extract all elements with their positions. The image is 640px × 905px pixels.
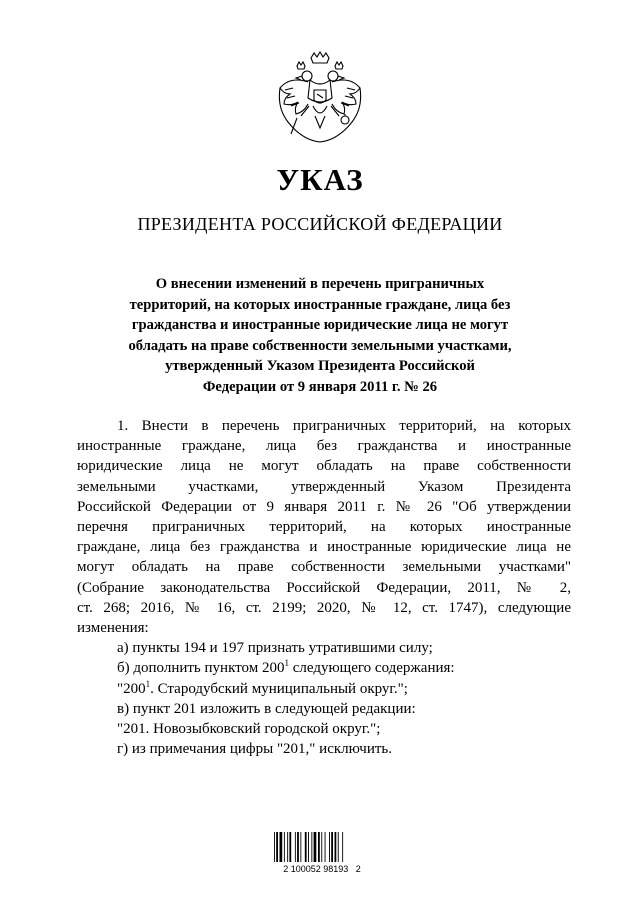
superscript: 1	[284, 658, 289, 669]
coat-of-arms-icon	[275, 50, 365, 145]
list-item-b-quote	[77, 679, 571, 699]
paragraph-line: ст. 268; 2016, № 16, ст. 2199; 2020, № 12, ст. 1747), следующие	[77, 599, 571, 616]
paragraph-line: юридические лица не могут обладать на праве собственности	[77, 458, 571, 475]
decree-heading	[70, 274, 570, 397]
barcode-number: 2 100052 98193 2	[283, 864, 361, 874]
list-item-g: г) из примечания цифры "201," исключить.	[117, 741, 392, 758]
document-subtitle: ПРЕЗИДЕНТА РОССИЙСКОЙ ФЕДЕРАЦИИ	[137, 214, 503, 234]
list-item-v-quote: "201. Новозыбковский городской округ.";	[117, 721, 381, 738]
paragraph-line: иностранные граждане, лица без гражданства и иностранные	[77, 438, 571, 455]
heading-line: обладать на праве собственности земельными участками,	[128, 337, 512, 354]
list-item-v: в) пункт 201 изложить в следующей редакции:	[117, 700, 416, 717]
heading-line: О внесении изменений в перечень приграничных	[155, 276, 485, 292]
heading-line: Федерации от 9 января 2011 г. № 26	[202, 378, 438, 395]
paragraph-line: изменения:	[77, 620, 149, 637]
list-item-a: а) пункты 194 и 197 признать утратившими силу;	[117, 640, 433, 657]
paragraph-line: 1. Внести в перечень приграничных территорий, на которых	[117, 418, 571, 434]
paragraph-line: могут обладать на праве собственности земельными участками"	[77, 559, 571, 576]
document-title: УКАЗ	[276, 162, 364, 197]
paragraph-line: Российской Федерации от 9 января 2011 г. № 26 "Об утверждении	[77, 498, 571, 515]
heading-line: гражданства и иностранные юридические лица не могут	[131, 317, 509, 333]
item-b-text-end: следующего содержания:	[288, 660, 455, 677]
paragraph-line: граждане, лица без гражданства и иностранные юридические лица не	[77, 539, 571, 556]
item-b-text: б) дополнить пунктом 200	[117, 660, 285, 677]
paragraph-line: перечня приграничных территорий, на которых иностранные	[77, 519, 571, 536]
quote-text-end: . Стародубский муниципальный округ.";	[150, 680, 408, 697]
list-item-b	[77, 658, 571, 678]
superscript: 1	[145, 678, 151, 689]
heading-line: территорий, на которых иностранные граждане, лица без	[129, 296, 511, 313]
quote-text: "200	[117, 680, 146, 697]
decree-body	[77, 416, 571, 759]
heading-line: утвержденный Указом Президента Российской	[165, 358, 475, 374]
paragraph-line: (Собрание законодательства Российской Федерации, 2011, № 2,	[77, 579, 571, 596]
paragraph-line: земельными участками, утвержденный Указом Президента	[77, 478, 571, 495]
